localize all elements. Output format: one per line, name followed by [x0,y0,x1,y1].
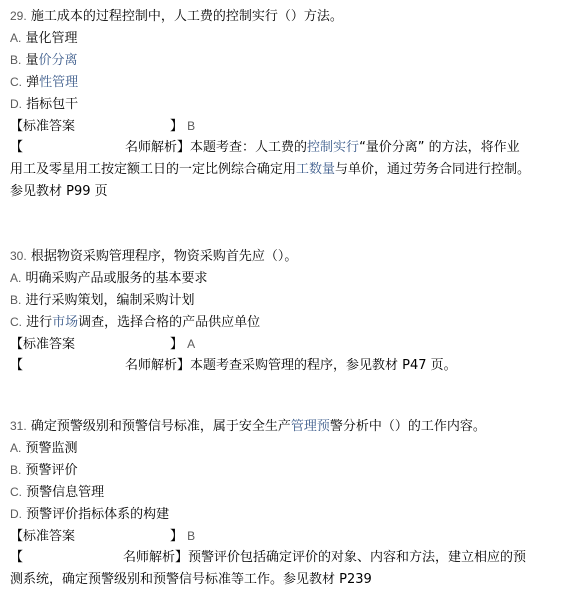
answer-value: B [187,529,196,543]
answer-bracket: 】 [170,529,184,544]
option-letter: B. [10,53,22,67]
question-text: 确定预警级别和预警信号标准，属于安全生产 [30,419,291,434]
option-31-c [10,484,104,502]
question-text: 施工成本的过程控制中，人工费的控制实行（）方法。 [30,9,343,24]
option-letter: A. [10,271,22,285]
option-text-highlight: 性管理 [39,75,79,90]
question-text-highlight: 管理预 [290,419,330,434]
option-text: 明确采购产品或服务的基本要求 [25,271,208,286]
option-letter: B. [10,293,22,307]
analysis-label: 名师解析】 [125,358,191,373]
analysis-text-highlight: 控制实行 [307,140,360,155]
analysis-30-line1 [10,358,457,376]
option-letter: A. [10,31,22,45]
analysis-label: 名师解析】 [123,550,189,565]
question-number: 31. [10,419,27,433]
option-29-b [10,52,78,70]
analysis-29-line2 [10,162,530,180]
question-text: 根据物资采购管理程序，物资采购首先应（）。 [30,249,298,264]
answer-value: B [187,119,196,133]
option-text: 进行 [26,315,53,330]
analysis-text-highlight: 工数量 [296,162,336,177]
option-letter: C. [10,315,22,329]
option-31-d [10,506,169,524]
analysis-31-line1 [10,550,526,568]
option-text: 量化管理 [25,31,78,46]
option-letter: C. [10,485,22,499]
analysis-text: 本题考查：人工费的 [190,140,308,155]
answer-label: 【标准答案 [10,119,76,134]
question-29-stem [10,8,343,26]
option-text: 量 [25,53,39,68]
analysis-29-line3 [10,184,108,202]
analysis-label: 名师解析】 [125,140,191,155]
option-text: 预警监测 [25,441,78,456]
option-text-highlight: 价分离 [38,53,78,68]
option-29-d [10,96,78,114]
option-30-a [10,270,208,288]
option-letter: D. [10,507,22,521]
option-31-a [10,440,78,458]
option-30-b [10,292,195,310]
analysis-text: 参见教材 P99 页 [10,184,108,199]
answer-bracket: 】 [170,119,184,134]
option-29-c [10,74,78,92]
question-number: 30. [10,249,27,263]
question-31-stem [10,418,486,436]
option-29-a [10,30,78,48]
question-text: 警分析中（）的工作内容。 [329,419,486,434]
analysis-text: 预警评价包括确定评价的对象、内容和方法，建立相应的预 [188,550,527,565]
option-text: 预警评价 [25,463,78,478]
option-text: 预警信息管理 [26,485,105,500]
analysis-31-line2 [10,572,372,590]
option-text: 进行采购策划，编制采购计划 [25,293,195,308]
analysis-text: 与单价，通过劳务合同进行控制。 [335,162,531,177]
option-text: 弹 [26,75,40,90]
answer-label: 【标准答案 [10,337,76,352]
option-text: 预警评价指标体系的构建 [26,507,170,522]
option-letter: A. [10,441,22,455]
answer-29 [10,118,195,136]
analysis-text: 用工及零星用工按定额工日的一定比例综合确定用 [10,162,297,177]
answer-value: A [187,337,196,351]
question-number: 29. [10,9,27,23]
analysis-29-line1 [10,140,520,158]
analysis-text: 本题考查采购管理的程序，参见教材 P47 页。 [190,358,457,373]
option-letter: C. [10,75,22,89]
analysis-open: 【 [10,140,24,155]
analysis-open: 【 [10,550,24,565]
answer-31 [10,528,195,546]
option-text: 调查，选择合格的产品供应单位 [78,315,261,330]
option-text: 指标包干 [26,97,79,112]
option-31-b [10,462,78,480]
option-letter: B. [10,463,22,477]
answer-label: 【标准答案 [10,529,76,544]
option-text-highlight: 市场 [52,315,79,330]
analysis-text: “量价分离” 的方法，将作业 [359,140,520,155]
option-letter: D. [10,97,22,111]
analysis-open: 【 [10,358,24,373]
option-30-c [10,314,260,332]
analysis-text: 测系统，确定预警级别和预警信号标准等工作。参见教材 P239 [10,572,372,587]
answer-30 [10,336,195,354]
answer-bracket: 】 [170,337,184,352]
question-30-stem [10,248,297,266]
